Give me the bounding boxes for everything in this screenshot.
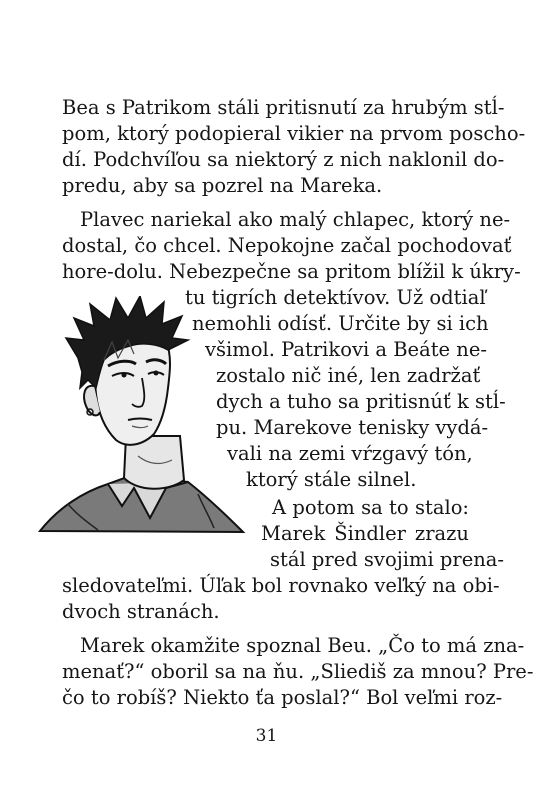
- text-line: A potom sa to stalo:: [272, 496, 469, 519]
- text-line: nemohli odísť. Určite by si ich: [192, 312, 489, 335]
- text-line: dostal, čo chcel. Nepokojne začal pochodovať: [62, 234, 512, 257]
- page-number: 31: [255, 726, 278, 746]
- text-line: dych a tuho sa pritisnúť k stĺ-: [216, 390, 506, 413]
- text-line: vali na zemi vŕzgavý tón,: [227, 442, 473, 465]
- text-line: Marek Šindler zrazu: [261, 522, 469, 545]
- text-line: Marek okamžite spoznal Beu. „Čo to má zna-: [80, 634, 525, 657]
- text-line: menať?“ oboril sa na ňu. „Sliediš za mnou? Pre-: [62, 660, 533, 683]
- text-line: stál pred svojimi prena-: [270, 548, 505, 571]
- text-line: zostalo nič iné, len zadržať: [216, 364, 481, 387]
- text-line: pom, ktorý podopieral vikier na prvom poscho-: [62, 122, 526, 145]
- text-line: ktorý stále silnel.: [246, 468, 417, 491]
- text-line: Bea s Patrikom stáli pritisnutí za hrubým stĺ-: [62, 96, 505, 119]
- text-line: sledovateľmi. Úľak bol rovnako veľký na obi-: [62, 574, 500, 597]
- text-line: hore-dolu. Nebezpečne sa pritom blížil k úkry-: [62, 260, 521, 283]
- text-line: dvoch stranách.: [62, 600, 220, 623]
- text-line: všimol. Patrikovi a Beáte ne-: [205, 338, 487, 361]
- text-line: predu, aby sa pozrel na Mareka.: [62, 174, 383, 197]
- text-line: tu tigrích detektívov. Už odtiaľ: [185, 286, 486, 309]
- text-line: Plavec nariekal ako malý chlapec, ktorý ne-: [80, 208, 511, 231]
- text-line: pu. Marekove tenisky vydá-: [216, 416, 489, 439]
- text-line: čo to robíš? Niekto ťa poslal?“ Bol veľmi roz-: [62, 686, 503, 709]
- text-line: dí. Podchvíľou sa niektorý z nich naklonil do-: [62, 148, 505, 171]
